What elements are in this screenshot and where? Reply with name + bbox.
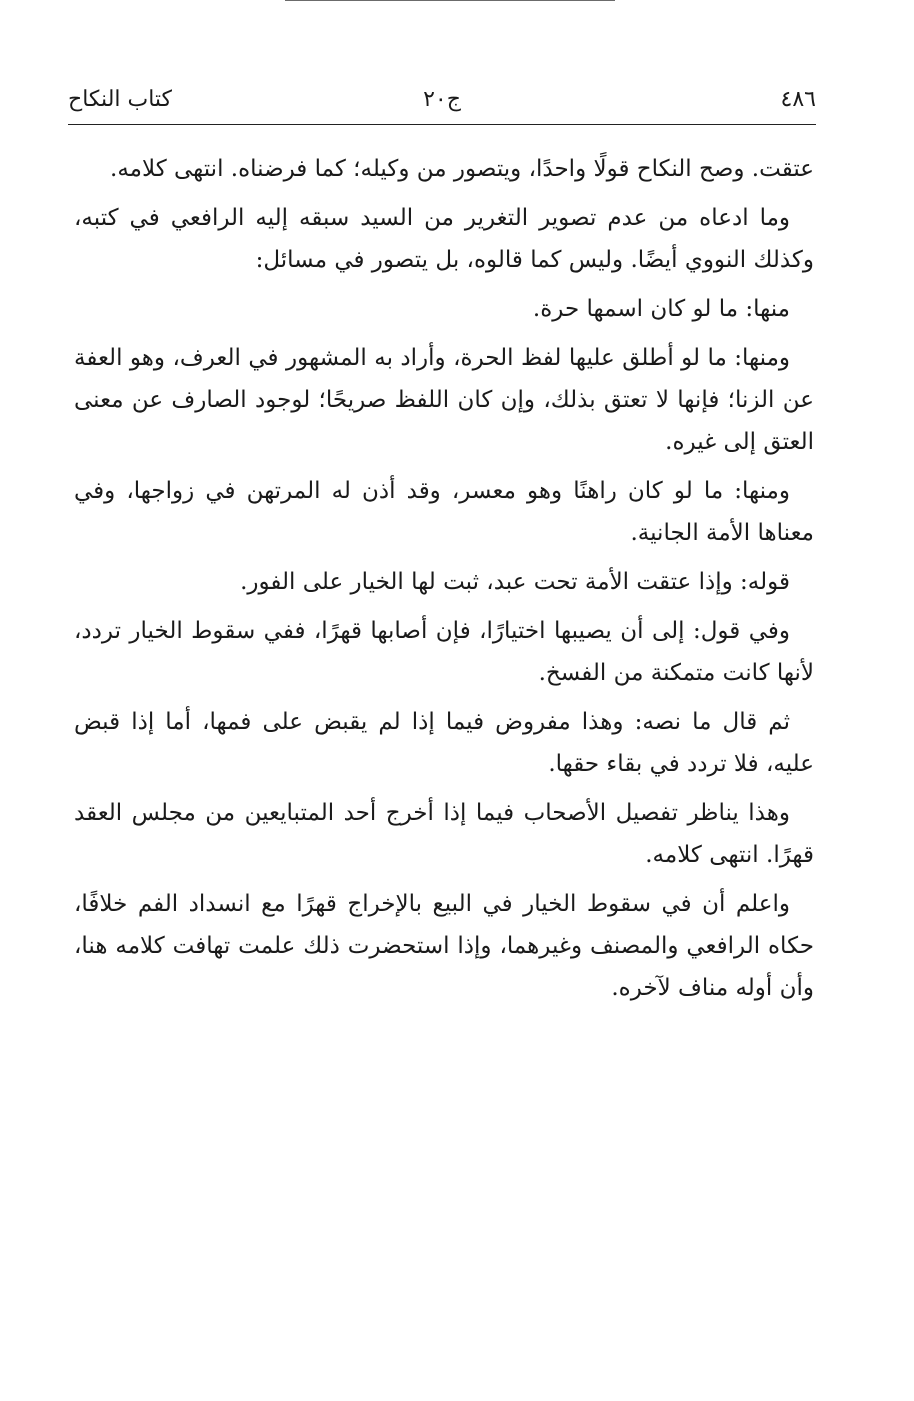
paragraph-2: وما ادعاه من عدم تصوير التغرير من السيد سبقه إليه الرافعي في كتبه، وكذلك النووي أيضًا. وليس كما قالوه، بل يتصور في مسائل:	[74, 205, 814, 273]
paragraph-8: ثم قال ما نصه: وهذا مفروض فيما إذا لم يقبض على فمها، أما إذا قبض عليه، فلا تردد في بقاء حقها.	[74, 709, 814, 777]
running-header	[68, 84, 816, 124]
book-title: كتاب النكاح	[68, 87, 173, 112]
header-divider	[68, 124, 816, 125]
page-number: ٤٨٦	[780, 87, 816, 112]
paragraph-3: منها: ما لو كان اسمها حرة.	[532, 296, 790, 322]
page-body	[74, 148, 814, 1016]
paragraph-7: وفي قول: إلى أن يصيبها اختيارًا، فإن أصابها قهرًا، ففي سقوط الخيار تردد، لأنها كانت متمكنة من الفسخ.	[74, 618, 814, 686]
paragraph-6: قوله: وإذا عتقت الأمة تحت عبد، ثبت لها الخيار على الفور.	[240, 569, 790, 595]
paragraph-4: ومنها: ما لو أطلق عليها لفظ الحرة، وأراد به المشهور في العرف، وهو العفة عن الزنا؛ فإنها لا تعتق بذلك، وإن كان اللفظ صريحًا؛ لوجود الصارف عن معنى العتق إلى غيره.	[74, 345, 814, 455]
paragraph-10: واعلم أن في سقوط الخيار في البيع بالإخراج قهرًا مع انسداد الفم خلافًا، حكاه الرافعي والمصنف وغيرهما، وإذا استحضرت ذلك علمت تهافت كلامه هنا، وأن أوله مناف لآخره.	[74, 891, 814, 1001]
paragraph-9: وهذا يناظر تفصيل الأصحاب فيما إذا أخرج أحد المتبايعين من مجلس العقد قهرًا. انتهى كلامه.	[74, 800, 814, 868]
paragraph-5: ومنها: ما لو كان راهنًا وهو معسر، وقد أذن له المرتهن في زواجها، وفي معناها الأمة الجانية.	[74, 478, 814, 546]
volume-number: ج٢٠	[423, 87, 461, 112]
scan-edge-line	[285, 0, 615, 1]
paragraph-1: عتقت. وصح النكاح قولًا واحدًا، ويتصور من وكيله؛ كما فرضناه. انتهى كلامه.	[110, 156, 814, 182]
